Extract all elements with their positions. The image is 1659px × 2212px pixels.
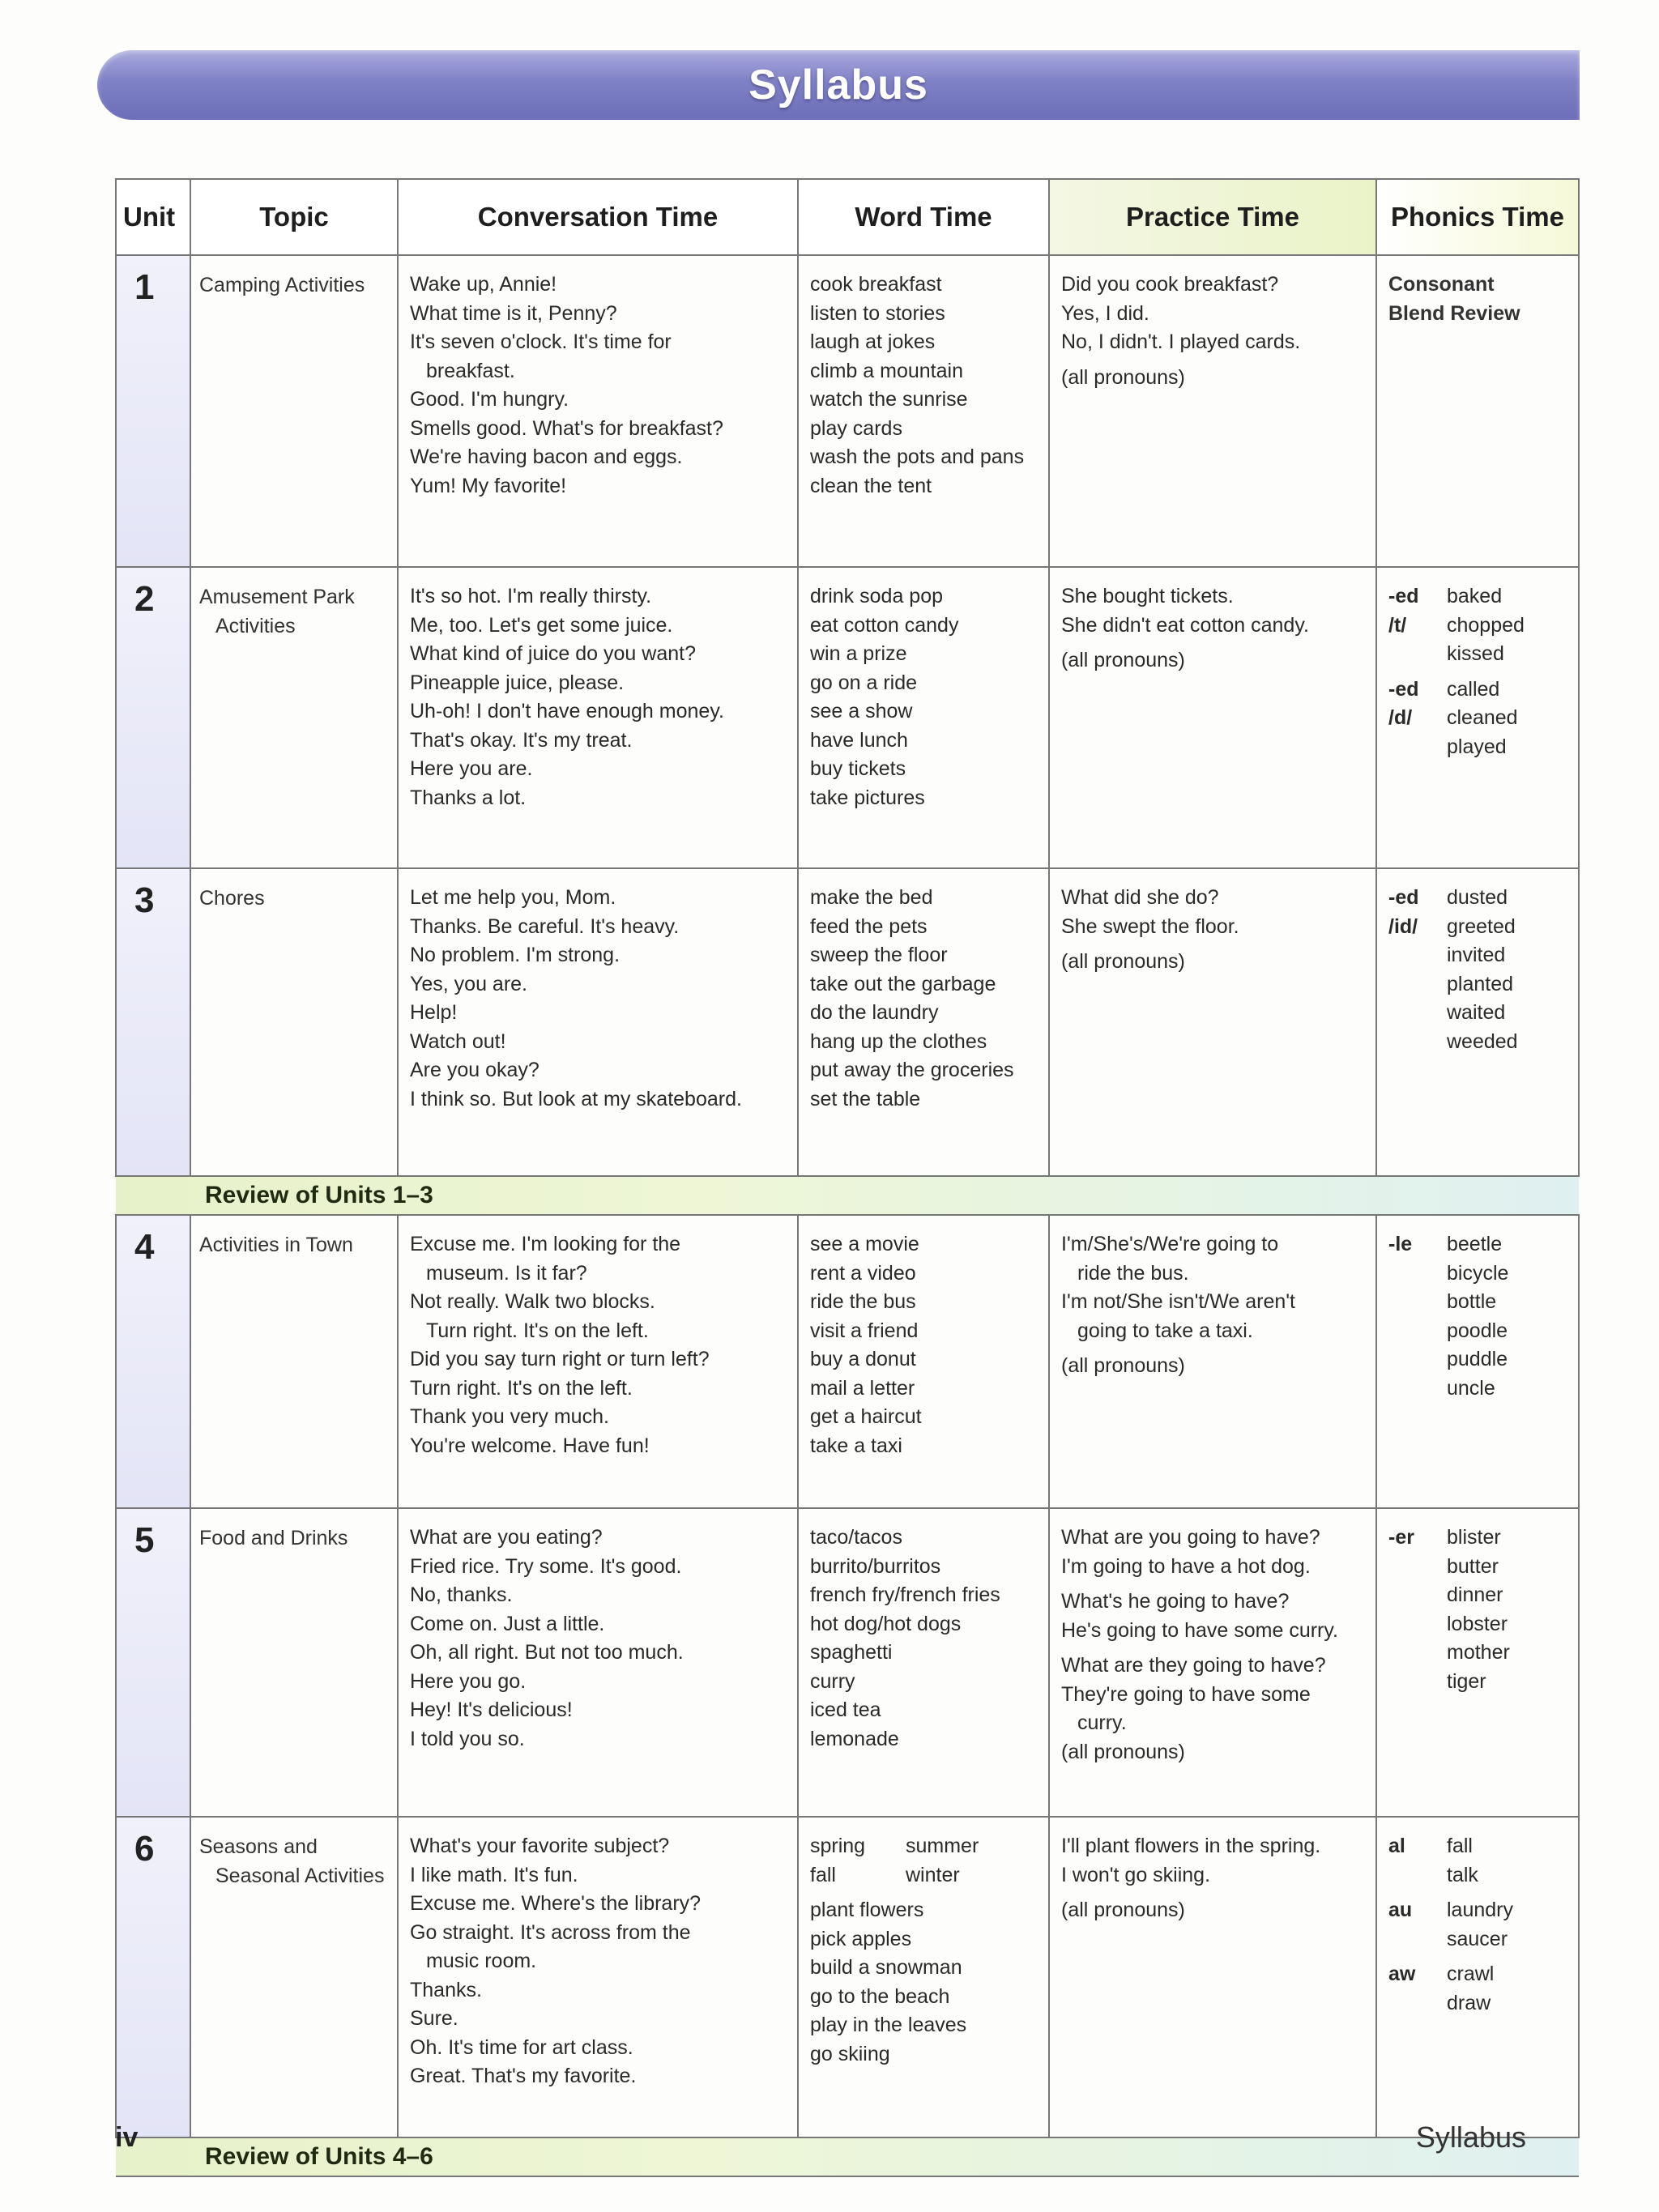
phonics-pair	[1388, 1989, 1570, 2018]
phonics-key	[1388, 1925, 1447, 1954]
phonics-word: saucer	[1447, 1927, 1508, 1950]
practice-line: (all pronouns)	[1061, 649, 1185, 671]
phonics-key	[1388, 1668, 1447, 1697]
phonics-word: cleaned	[1447, 706, 1518, 729]
phonics-word: kissed	[1447, 642, 1504, 665]
conversation-cell	[398, 567, 798, 868]
season-word: spring	[810, 1835, 866, 1857]
phonics-cell	[1376, 567, 1579, 868]
word-item: laugh at jokes	[810, 330, 936, 353]
word-item: put away the groceries	[810, 1059, 1014, 1081]
conversation-line: I like math. It's fun.	[410, 1863, 578, 1886]
conversation-line: Hey! It's delicious!	[410, 1698, 573, 1721]
word-item: iced tea	[810, 1698, 881, 1721]
word-item: drink soda pop	[810, 585, 944, 607]
word-item: buy tickets	[810, 757, 906, 780]
footer-section-label: Syllabus	[1415, 2120, 1526, 2154]
phonics-word: poodle	[1447, 1319, 1508, 1342]
topic-line: Activities	[215, 615, 296, 637]
phonics-key	[1388, 970, 1447, 999]
conversation-cell	[398, 1508, 798, 1817]
review-label: Review of Units 4–6	[205, 2143, 433, 2170]
review-row	[116, 2137, 1579, 2176]
conversation-line: Watch out!	[410, 1029, 506, 1053]
word-item: spaghetti	[810, 1641, 893, 1664]
phonics-word: weeded	[1447, 1029, 1518, 1053]
word-item: sweep the floor	[810, 944, 948, 966]
conversation-line: Uh-oh! I don't have enough money.	[410, 700, 724, 722]
phonics-pair	[1388, 1832, 1570, 1861]
season-word: summer	[906, 1835, 979, 1857]
word-item: get a haircut	[810, 1405, 922, 1428]
phonics-word: crawl	[1447, 1963, 1495, 1985]
conversation-line: No problem. I'm strong.	[410, 944, 621, 966]
word-item: ride the bus	[810, 1290, 916, 1313]
word-item: cook breakfast	[810, 273, 942, 296]
phonics-pair	[1388, 1375, 1570, 1404]
word-item: see a movie	[810, 1233, 919, 1255]
phonics-pair	[1388, 1960, 1570, 1989]
practice-line: I'm/She's/We're going to	[1061, 1233, 1279, 1255]
unit-number: 4	[116, 1215, 190, 1508]
conversation-line: Great. That's my favorite.	[410, 2065, 637, 2087]
phonics-word: played	[1447, 735, 1507, 758]
word-cell	[798, 1215, 1049, 1508]
conversation-line: Help!	[410, 1001, 458, 1024]
conversation-line: Pineapple juice, please.	[410, 671, 625, 694]
table-row	[116, 1817, 1579, 2137]
phonics-word: planted	[1447, 972, 1514, 995]
practice-line: (all pronouns)	[1061, 1354, 1185, 1377]
word-item: climb a mountain	[810, 359, 963, 382]
phonics-key: /id/	[1388, 914, 1418, 938]
phonics-pair	[1388, 1259, 1570, 1289]
practice-cell	[1049, 1508, 1376, 1817]
page-title: Syllabus	[748, 62, 928, 109]
conversation-line: Yes, you are.	[410, 972, 528, 995]
phonics-word: invited	[1447, 944, 1506, 966]
conversation-line: Turn right. It's on the left.	[410, 1376, 633, 1400]
phonics-word: bicycle	[1447, 1261, 1509, 1285]
word-item: hot dog/hot dogs	[810, 1612, 962, 1635]
word-item: win a prize	[810, 642, 907, 665]
phonics-word: blister	[1447, 1526, 1501, 1549]
phonics-pair	[1388, 970, 1570, 999]
word-cell	[798, 1817, 1049, 2137]
word-item: visit a friend	[810, 1319, 919, 1342]
phonics-key: aw	[1388, 1963, 1416, 1985]
word-item: hang up the clothes	[810, 1029, 987, 1053]
word-item: take a taxi	[810, 1434, 902, 1457]
phonics-word: talk	[1447, 1863, 1478, 1886]
conversation-line: I think so. But look at my skateboard.	[410, 1087, 742, 1110]
unit-number: 3	[116, 868, 190, 1176]
phonics-cell	[1376, 255, 1579, 567]
word-cell	[798, 868, 1049, 1176]
topic-line: Seasons and	[199, 1835, 318, 1858]
phonics-key: -le	[1388, 1233, 1413, 1255]
conversation-line: Good. I'm hungry.	[410, 388, 569, 411]
phonics-key	[1388, 1317, 1447, 1346]
topic-line: Seasonal Activities	[215, 1865, 385, 1887]
word-item: french fry/french fries	[810, 1583, 1000, 1606]
phonics-key	[1388, 1375, 1447, 1404]
word-item: make the bed	[810, 886, 933, 909]
conversation-cell	[398, 1817, 798, 2137]
phonics-key	[1388, 733, 1447, 762]
season-pair	[810, 1832, 1040, 1861]
word-item: lemonade	[810, 1727, 899, 1750]
phonics-word: laundry	[1447, 1899, 1513, 1921]
conversation-line: Sure.	[410, 2007, 458, 2030]
word-item: build a snowman	[810, 1956, 962, 1979]
col-header-topic: Topic	[190, 179, 398, 255]
practice-line: curry.	[1077, 1711, 1127, 1734]
practice-line: (all pronouns)	[1061, 1899, 1185, 1921]
phonics-word: baked	[1447, 585, 1503, 607]
table-row	[116, 567, 1579, 868]
conversation-line: Here you are.	[410, 757, 533, 780]
phonics-pair	[1388, 1581, 1570, 1610]
word-item: play cards	[810, 416, 902, 440]
conversation-line: Smells good. What's for breakfast?	[410, 416, 723, 440]
phonics-line: Blend Review	[1388, 301, 1520, 325]
conversation-line: Oh. It's time for art class.	[410, 2035, 633, 2059]
word-item: have lunch	[810, 728, 908, 752]
unit-topic	[190, 255, 398, 567]
phonics-pair	[1388, 1896, 1570, 1925]
practice-cell	[1049, 255, 1376, 567]
conversation-line: music room.	[426, 1950, 537, 1972]
topic-line: Camping Activities	[199, 274, 365, 296]
word-item: feed the pets	[810, 914, 928, 938]
conversation-cell	[398, 868, 798, 1176]
phonics-pair	[1388, 1925, 1570, 1954]
phonics-word: fall	[1447, 1835, 1473, 1857]
practice-line: He's going to have some curry.	[1061, 1618, 1338, 1642]
practice-cell	[1049, 868, 1376, 1176]
practice-line: What are they going to have?	[1061, 1654, 1326, 1677]
word-item: set the table	[810, 1087, 921, 1110]
conversation-line: What are you eating?	[410, 1526, 603, 1549]
phonics-word: called	[1447, 677, 1500, 701]
conversation-cell	[398, 255, 798, 567]
phonics-pair	[1388, 733, 1570, 762]
conversation-line: Turn right. It's on the left.	[426, 1319, 649, 1342]
phonics-key: /t/	[1388, 613, 1407, 637]
phonics-pair	[1388, 1553, 1570, 1582]
phonics-pair	[1388, 1317, 1570, 1346]
practice-line: I'm going to have a hot dog.	[1061, 1554, 1311, 1578]
word-item: listen to stories	[810, 301, 945, 325]
conversation-line: I told you so.	[410, 1727, 525, 1750]
phonics-key	[1388, 1610, 1447, 1639]
word-item: do the laundry	[810, 1001, 939, 1024]
phonics-key	[1388, 1028, 1447, 1057]
practice-line: I'm not/She isn't/We aren't	[1061, 1290, 1295, 1313]
word-item: pick apples	[810, 1927, 912, 1950]
phonics-word: lobster	[1447, 1612, 1508, 1635]
unit-topic	[190, 1508, 398, 1817]
word-item: mail a letter	[810, 1376, 915, 1400]
phonics-word: waited	[1447, 1001, 1506, 1024]
practice-line: No, I didn't. I played cards.	[1061, 330, 1301, 353]
phonics-pair	[1388, 1288, 1570, 1317]
conversation-line: It's seven o'clock. It's time for	[410, 330, 672, 353]
phonics-pair	[1388, 612, 1570, 641]
conversation-line: Wake up, Annie!	[410, 273, 557, 296]
topic-line: Chores	[199, 887, 265, 910]
phonics-cell	[1376, 1508, 1579, 1817]
word-item: clean the tent	[810, 474, 932, 497]
conversation-line: Excuse me. Where's the library?	[410, 1892, 702, 1915]
practice-line: ride the bus.	[1077, 1261, 1189, 1285]
topic-line: Food and Drinks	[199, 1527, 348, 1549]
practice-line: What are you going to have?	[1061, 1526, 1320, 1549]
review-row	[116, 1176, 1579, 1215]
conversation-line: No, thanks.	[410, 1583, 513, 1606]
practice-line: Did you cook breakfast?	[1061, 273, 1279, 296]
practice-cell	[1049, 1817, 1376, 2137]
phonics-key: al	[1388, 1835, 1405, 1857]
conversation-line: We're having bacon and eggs.	[410, 445, 683, 468]
unit-topic	[190, 1817, 398, 2137]
col-header-practice: Practice Time	[1049, 179, 1376, 255]
page-banner	[97, 50, 1580, 120]
word-item: eat cotton candy	[810, 613, 959, 637]
review-label: Review of Units 1–3	[205, 1182, 433, 1208]
phonics-key: -ed	[1388, 886, 1419, 909]
phonics-word: mother	[1447, 1641, 1510, 1664]
word-item: watch the sunrise	[810, 388, 968, 411]
syllabus-table	[115, 178, 1580, 2177]
phonics-cell	[1376, 868, 1579, 1176]
practice-cell	[1049, 567, 1376, 868]
practice-line: What did she do?	[1061, 886, 1219, 909]
conversation-line: Fried rice. Try some. It's good.	[410, 1554, 682, 1578]
conversation-line: Oh, all right. But not too much.	[410, 1641, 684, 1664]
table-row	[116, 1215, 1579, 1508]
conversation-line: Me, too. Let's get some juice.	[410, 613, 673, 637]
col-header-conversation: Conversation Time	[398, 179, 798, 255]
conversation-line: museum. Is it far?	[426, 1261, 587, 1285]
word-item: take out the garbage	[810, 972, 996, 995]
phonics-key	[1388, 1639, 1447, 1668]
phonics-pair	[1388, 1639, 1570, 1668]
word-item: go to the beach	[810, 1984, 950, 2008]
word-item: rent a video	[810, 1261, 916, 1285]
phonics-key: -er	[1388, 1526, 1414, 1549]
phonics-key	[1388, 941, 1447, 970]
phonics-pair	[1388, 1230, 1570, 1259]
practice-line: Yes, I did.	[1061, 301, 1149, 325]
topic-line: Amusement Park	[199, 586, 355, 608]
phonics-word: tiger	[1447, 1669, 1486, 1693]
col-header-word: Word Time	[798, 179, 1049, 255]
phonics-key	[1388, 640, 1447, 669]
phonics-pair	[1388, 1028, 1570, 1057]
conversation-cell	[398, 1215, 798, 1508]
unit-topic	[190, 868, 398, 1176]
table-row	[116, 1508, 1579, 1817]
conversation-line: Did you say turn right or turn left?	[410, 1348, 710, 1370]
word-item: taco/tacos	[810, 1526, 902, 1549]
practice-line: (all pronouns)	[1061, 1740, 1185, 1763]
phonics-pair	[1388, 941, 1570, 970]
phonics-cell	[1376, 1215, 1579, 1508]
phonics-pair	[1388, 1610, 1570, 1639]
phonics-key	[1388, 1345, 1447, 1375]
phonics-key: -ed	[1388, 585, 1419, 607]
col-header-phonics: Phonics Time	[1376, 179, 1579, 255]
season-pair	[810, 1861, 1040, 1890]
conversation-line: What kind of juice do you want?	[410, 642, 696, 665]
phonics-word: puddle	[1447, 1348, 1508, 1370]
word-cell	[798, 567, 1049, 868]
phonics-word: chopped	[1447, 613, 1525, 637]
phonics-cell	[1376, 1817, 1579, 2137]
word-item: plant flowers	[810, 1899, 924, 1921]
unit-topic	[190, 567, 398, 868]
topic-line: Activities in Town	[199, 1234, 353, 1256]
phonics-pair	[1388, 1345, 1570, 1375]
conversation-line: What's your favorite subject?	[410, 1835, 670, 1857]
conversation-line: It's so hot. I'm really thirsty.	[410, 585, 652, 607]
phonics-pair	[1388, 640, 1570, 669]
phonics-word: butter	[1447, 1554, 1499, 1578]
phonics-pair	[1388, 1668, 1570, 1697]
conversation-line: You're welcome. Have fun!	[410, 1434, 650, 1457]
word-cell	[798, 1508, 1049, 1817]
phonics-word: bottle	[1447, 1290, 1497, 1313]
word-item: play in the leaves	[810, 2014, 967, 2036]
word-cell	[798, 255, 1049, 567]
phonics-word: beetle	[1447, 1233, 1503, 1255]
phonics-key	[1388, 1989, 1447, 2018]
practice-line: She swept the floor.	[1061, 914, 1239, 938]
col-header-unit: Unit	[116, 179, 190, 255]
table-row	[116, 868, 1579, 1176]
conversation-line: Let me help you, Mom.	[410, 886, 616, 909]
practice-line: (all pronouns)	[1061, 365, 1185, 389]
unit-number: 6	[116, 1817, 190, 2137]
conversation-line: Thanks.	[410, 1978, 482, 2001]
conversation-line: Thanks. Be careful. It's heavy.	[410, 914, 680, 938]
season-word: winter	[906, 1863, 960, 1886]
conversation-line: Here you go.	[410, 1669, 527, 1693]
word-item: buy a donut	[810, 1348, 916, 1370]
conversation-line: What time is it, Penny?	[410, 301, 617, 325]
phonics-word: dinner	[1447, 1583, 1503, 1606]
phonics-key	[1388, 1259, 1447, 1289]
phonics-pair	[1388, 1861, 1570, 1890]
practice-line: They're going to have some	[1061, 1682, 1311, 1706]
table-row	[116, 255, 1579, 567]
header-row	[116, 179, 1579, 255]
conversation-line: Are you okay?	[410, 1059, 539, 1081]
phonics-pair	[1388, 999, 1570, 1028]
page-number: iv	[115, 2122, 139, 2153]
word-item: go on a ride	[810, 671, 918, 694]
unit-number: 2	[116, 567, 190, 868]
practice-line: She didn't eat cotton candy.	[1061, 613, 1309, 637]
word-item: go skiing	[810, 2042, 890, 2065]
conversation-line: Yum! My favorite!	[410, 474, 567, 497]
season-word: fall	[810, 1863, 836, 1886]
phonics-word: draw	[1447, 1991, 1491, 2014]
conversation-line: breakfast.	[426, 359, 515, 382]
practice-line: What's he going to have?	[1061, 1590, 1290, 1613]
conversation-line: Come on. Just a little.	[410, 1612, 605, 1635]
practice-line: (all pronouns)	[1061, 950, 1185, 973]
conversation-line: Not really. Walk two blocks.	[410, 1290, 655, 1313]
phonics-pair	[1388, 884, 1570, 913]
phonics-key	[1388, 1553, 1447, 1582]
phonics-pair	[1388, 1524, 1570, 1553]
unit-topic	[190, 1215, 398, 1508]
phonics-word: uncle	[1447, 1376, 1495, 1400]
phonics-key: au	[1388, 1899, 1413, 1921]
phonics-pair	[1388, 704, 1570, 733]
phonics-word: greeted	[1447, 914, 1516, 938]
practice-line: I won't go skiing.	[1061, 1863, 1211, 1886]
conversation-line: Excuse me. I'm looking for the	[410, 1233, 681, 1255]
phonics-line: Consonant	[1388, 273, 1495, 296]
word-item: curry	[810, 1669, 855, 1693]
conversation-line: Go straight. It's across from the	[410, 1920, 691, 1944]
phonics-key: -ed	[1388, 677, 1419, 701]
conversation-line: Thank you very much.	[410, 1405, 609, 1428]
phonics-key	[1388, 1581, 1447, 1610]
practice-line: She bought tickets.	[1061, 585, 1234, 607]
phonics-word: dusted	[1447, 886, 1508, 909]
word-item: wash the pots and pans	[810, 445, 1025, 468]
word-item: take pictures	[810, 786, 925, 809]
unit-number: 1	[116, 255, 190, 567]
practice-line: going to take a taxi.	[1077, 1319, 1253, 1342]
phonics-pair	[1388, 913, 1570, 942]
word-item: see a show	[810, 700, 913, 722]
practice-cell	[1049, 1215, 1376, 1508]
conversation-line: Thanks a lot.	[410, 786, 527, 809]
word-item: burrito/burritos	[810, 1554, 941, 1578]
phonics-key: /d/	[1388, 706, 1413, 729]
conversation-line: That's okay. It's my treat.	[410, 728, 633, 752]
phonics-key	[1388, 999, 1447, 1028]
phonics-pair	[1388, 676, 1570, 705]
practice-line: I'll plant flowers in the spring.	[1061, 1835, 1321, 1857]
phonics-key	[1388, 1861, 1447, 1890]
phonics-key	[1388, 1288, 1447, 1317]
phonics-pair	[1388, 582, 1570, 612]
unit-number: 5	[116, 1508, 190, 1817]
